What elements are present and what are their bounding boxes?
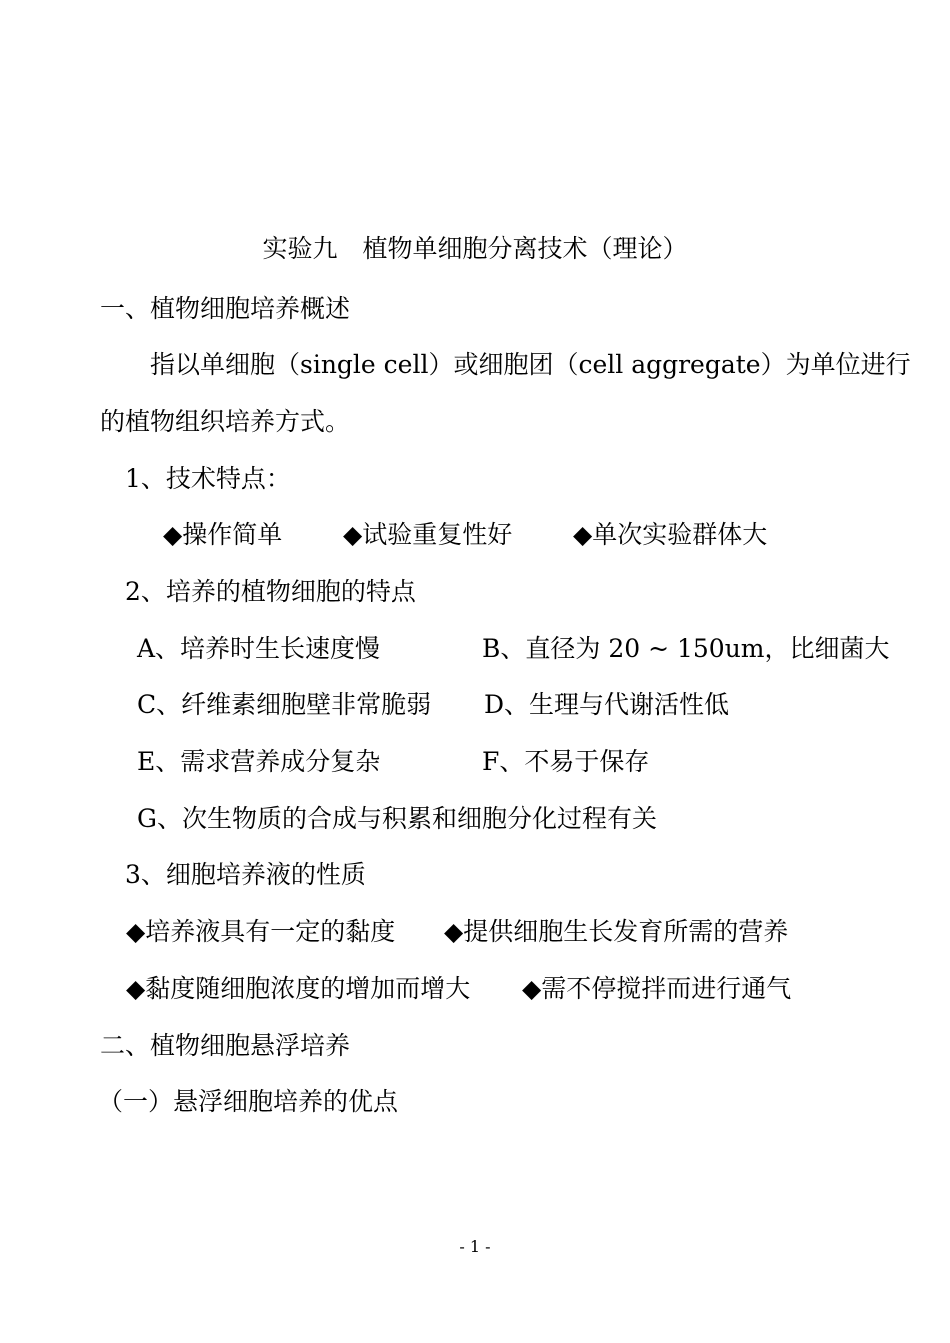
list-item-b: B、直径为 20 ~ 150um，比细菌大 — [482, 634, 890, 663]
list-item-e: E、需求营养成分复杂 — [137, 747, 381, 776]
section-heading-suspension-culture: 二、植物细胞悬浮培养 — [100, 1031, 351, 1060]
page-number: - 1 - — [459, 1237, 491, 1256]
list-item-d: D、生理与代谢活性低 — [484, 690, 730, 719]
list-item-f: F、不易于保存 — [482, 747, 650, 776]
bullet-good-repeatability: ◆试验重复性好 — [343, 520, 513, 549]
list-item-a: A、培养时生长速度慢 — [137, 634, 381, 663]
bullet-nutrition: ◆提供细胞生长发育所需的营养 — [444, 917, 789, 946]
bullet-viscosity: ◆培养液具有一定的黏度 — [126, 917, 396, 946]
bullet-aeration: ◆需不停搅拌而进行通气 — [522, 974, 792, 1003]
document-title: 实验九 植物单细胞分离技术（理论） — [262, 234, 688, 263]
bullet-large-population: ◆单次实验群体大 — [573, 520, 768, 549]
section-heading-overview: 一、植物细胞培养概述 — [100, 294, 351, 323]
bullet-viscosity-increase: ◆黏度随细胞浓度的增加而增大 — [126, 974, 471, 1003]
paragraph-definition-line-2: 的植物组织培养方式。 — [100, 407, 351, 436]
bullet-simple-operation: ◆操作简单 — [163, 520, 283, 549]
subheading-culture-medium: 3、细胞培养液的性质 — [125, 860, 366, 889]
subheading-technical-features: 1、技术特点： — [125, 464, 291, 493]
subheading-advantages: （一）悬浮细胞培养的优点 — [98, 1087, 399, 1116]
list-item-g: G、次生物质的合成与积累和细胞分化过程有关 — [137, 804, 657, 833]
subheading-cell-characteristics: 2、培养的植物细胞的特点 — [125, 577, 416, 606]
list-item-c: C、纤维素细胞壁非常脆弱 — [137, 690, 432, 719]
paragraph-definition-line-1: 指以单细胞（single cell）或细胞团（cell aggregate）为单位进行 — [150, 350, 911, 379]
